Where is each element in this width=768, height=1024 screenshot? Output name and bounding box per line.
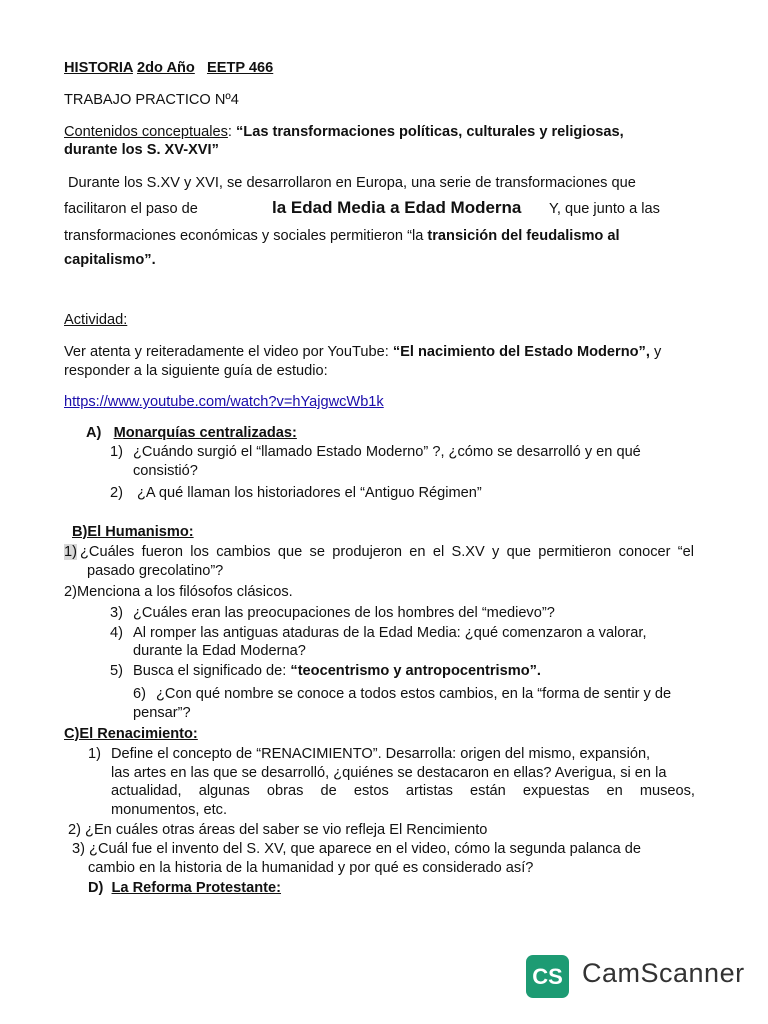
c-q1-line3-text: actualidad, algunas obras de estos artistas están expuestas en museos, [111, 783, 695, 799]
section-d-title: La Reforma Protestante: [111, 880, 282, 896]
intro-line3 [64, 228, 620, 244]
intro-line1: Durante los S.XV y XVI, se desarrollaron en Europa, una serie de transformaciones que [68, 175, 636, 191]
c-q1-line2: las artes en las que se desarrolló, ¿quiénes se destacaron en ellas? Averigua, si en la [111, 765, 667, 781]
actividad-line1-a: Ver atenta y reiteradamente el video por YouTube: [64, 344, 393, 360]
header-line [64, 60, 273, 76]
a-q1-line1: ¿Cuándo surgió el “llamado Estado Moderno” ?, ¿cómo se desarrolló y en qué [133, 444, 641, 460]
c-q3-line2: cambio en la historia de la humanidad y por qué es considerado así? [88, 860, 534, 876]
intro-line2-b: Y, que junto a las [549, 201, 660, 217]
youtube-link[interactable]: https://www.youtube.com/watch?v=hYajgwcWb1k [64, 394, 384, 410]
b-q4-line1: Al romper las antiguas ataduras de la Edad Media: ¿qué comenzaron a valorar, [133, 625, 647, 641]
intro-line3-a: transformaciones económicas y sociales permitieron “la [64, 228, 428, 244]
b-q5 [133, 663, 541, 679]
intro-line2-a: facilitaron el paso de [64, 201, 198, 217]
a-q2-num: 2) [110, 485, 123, 501]
section-a-letter: A) [86, 425, 102, 441]
b-q1-num: 1) [64, 544, 77, 560]
section-a-heading [86, 425, 297, 441]
intro-line2 [64, 198, 678, 217]
actividad-line1-b: y [649, 344, 662, 360]
intro-big: la Edad Media a Edad Moderna [272, 198, 522, 217]
b-q5-a: Busca el significado de: [133, 663, 291, 679]
b-q5-num: 5) [110, 663, 123, 679]
c-q2: 2) ¿En cuáles otras áreas del saber se vio refleja El Rencimiento [68, 822, 488, 838]
b-q5-bold: “teocentrismo y antropocentrismo”. [290, 663, 541, 679]
b-q4-line2: durante la Edad Moderna? [133, 643, 306, 659]
intro-line4: capitalismo”. [64, 252, 156, 268]
camscanner-logo-icon: CS [526, 955, 569, 998]
contenidos-title: “Las transformaciones políticas, culturales y religiosas, [236, 124, 624, 140]
b-q6-line2: pensar”? [133, 705, 191, 721]
section-c-title: C)El Renacimiento: [64, 726, 198, 742]
b-q3-num: 3) [110, 605, 123, 621]
section-d-letter: D) [88, 880, 104, 896]
b-q4-num: 4) [110, 625, 123, 641]
camscanner-brand: CamScanner [582, 958, 745, 988]
c-q1-line1: Define el concepto de “RENACIMIENTO”. Desarrolla: origen del mismo, expansión, [111, 746, 651, 762]
b-q2: 2)Menciona a los filósofos clásicos. [64, 584, 293, 600]
actividad-line2: responder a la siguiente guía de estudio: [64, 363, 328, 379]
contenidos-label: Contenidos conceptuales [64, 124, 228, 140]
subject: HISTORIA [64, 60, 133, 76]
actividad-line1 [64, 344, 661, 360]
contenidos-sep: : [227, 124, 236, 140]
b-q1-line2: pasado grecolatino”? [87, 563, 224, 579]
b-q6-num: 6) [133, 686, 146, 702]
b-q3: ¿Cuáles eran las preocupaciones de los hombres del “medievo”? [133, 605, 555, 621]
video-title: “El nacimiento del Estado Moderno”, [392, 344, 650, 360]
c-q1-line3 [111, 783, 695, 799]
a-q1-line2: consistió? [133, 463, 198, 479]
section-b-title: B)El Humanismo: [72, 524, 194, 540]
actividad-label: Actividad: [64, 312, 128, 328]
c-q3-line1: 3) ¿Cuál fue el invento del S. XV, que aparece en el video, cómo la segunda palanca de [72, 841, 641, 857]
contenidos-line1 [64, 124, 624, 140]
a-q1-num: 1) [110, 444, 123, 460]
contenidos-line2: durante los S. XV-XVI” [64, 142, 219, 158]
b-q1-line1 [64, 544, 694, 560]
c-q1-line4: monumentos, etc. [111, 802, 227, 818]
a-q2: ¿A qué llaman los historiadores el “Antiguo Régimen” [137, 485, 482, 501]
school: EETP 466 [206, 60, 274, 76]
tp-title: TRABAJO PRACTICO Nº4 [64, 92, 239, 108]
b-q6-line1: ¿Con qué nombre se conoce a todos estos cambios, en la “forma de sentir y de [156, 686, 672, 702]
c-q1-num: 1) [88, 746, 101, 762]
section-a-title: Monarquías centralizadas: [113, 425, 297, 441]
year: 2do Año [136, 60, 195, 76]
b-q1-text: ¿Cuáles fueron los cambios que se produjeron en el S.XV y que permitieron conocer “el [80, 544, 694, 560]
section-d-heading [88, 880, 281, 896]
intro-line3-bold: transición del feudalismo al [427, 228, 620, 244]
